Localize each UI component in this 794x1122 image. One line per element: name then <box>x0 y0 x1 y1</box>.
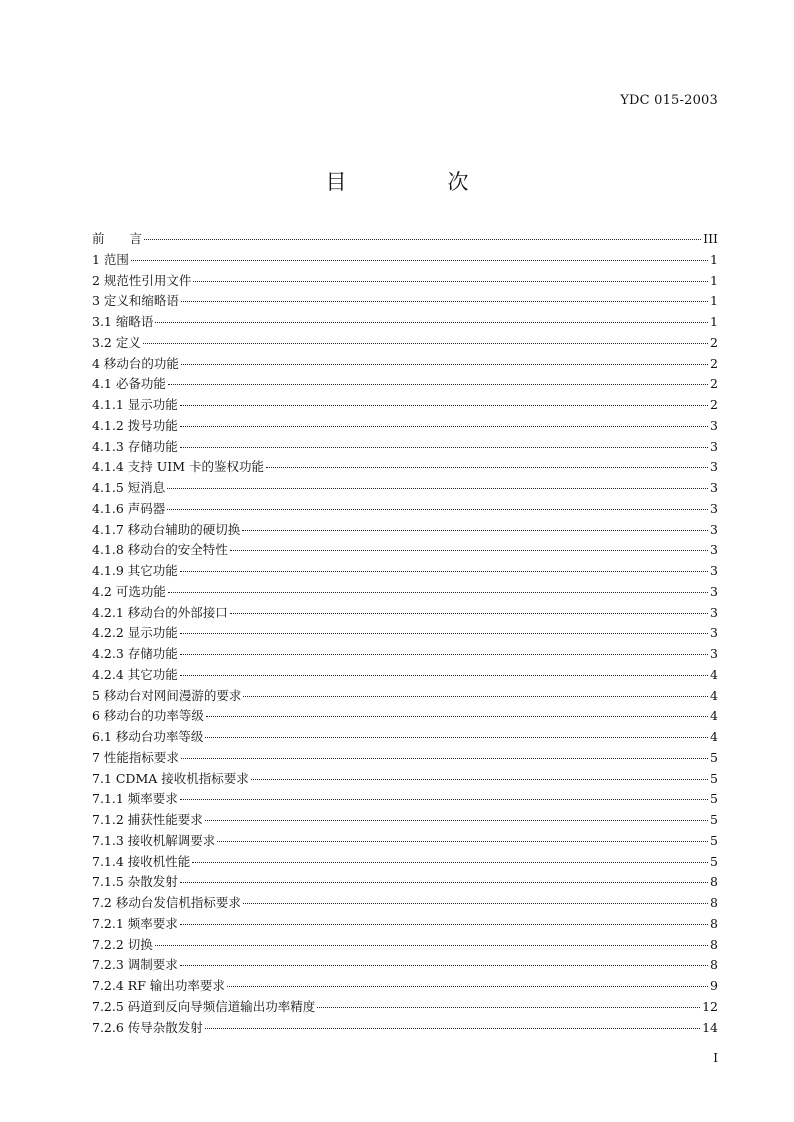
toc-entry-label: 4.1.3 存储功能 <box>92 438 178 454</box>
toc-leader-dots <box>167 488 708 489</box>
toc-entry[interactable] <box>92 852 718 873</box>
toc-leader-dots <box>217 841 708 842</box>
toc-entry[interactable] <box>92 769 718 790</box>
toc-entry[interactable] <box>92 665 718 686</box>
toc-entry-label: 7.1.3 接收机解调要求 <box>92 832 216 848</box>
toc-entry-page: 2 <box>710 355 718 371</box>
toc-leader-dots <box>192 862 708 863</box>
toc-entry-label: 7.1.5 杂散发射 <box>92 874 178 890</box>
toc-entry-label: 7.2.5 码道到反向导频信道输出功率精度 <box>92 998 316 1014</box>
toc-leader-dots <box>230 550 708 551</box>
toc-entry-page: 1 <box>710 272 718 288</box>
toc-leader-dots <box>230 613 708 614</box>
toc-entry-label: 4 移动台的功能 <box>92 355 179 371</box>
toc-leader-dots <box>181 364 708 365</box>
toc-entry-label: 4.1.2 拨号功能 <box>92 417 178 433</box>
toc-leader-dots <box>143 343 708 344</box>
toc-leader-dots <box>180 882 708 883</box>
toc-leader-dots <box>180 405 708 406</box>
toc-entry-page: 3 <box>710 480 718 495</box>
toc-entry[interactable] <box>92 748 718 769</box>
toc-leader-dots <box>181 758 708 759</box>
toc-entry-label: 3.1 缩略语 <box>92 314 154 329</box>
toc-entry[interactable] <box>92 312 718 333</box>
table-of-contents <box>92 229 718 1038</box>
toc-entry[interactable] <box>92 789 718 810</box>
toc-entry-page: 3 <box>710 500 718 516</box>
toc-entry-page: 5 <box>710 791 718 807</box>
toc-title: 目 次 <box>325 170 509 194</box>
toc-entry-label: 7.1.2 捕获性能要求 <box>92 812 203 827</box>
toc-entry-label: 4.2.4 其它功能 <box>92 666 178 682</box>
toc-entry-label: 7 性能指标要求 <box>92 749 179 765</box>
toc-entry[interactable] <box>92 603 718 624</box>
toc-entry-page: 12 <box>702 998 718 1014</box>
toc-entry-page: 4 <box>710 729 718 744</box>
toc-entry[interactable] <box>92 229 718 250</box>
toc-leader-dots <box>251 779 708 780</box>
toc-entry-page: 3 <box>710 542 718 558</box>
toc-entry[interactable] <box>92 893 718 914</box>
toc-entry-label: 7.1.4 接收机性能 <box>92 853 191 869</box>
toc-entry[interactable] <box>92 955 718 976</box>
toc-leader-dots <box>227 986 708 987</box>
toc-leader-dots <box>180 675 708 676</box>
toc-entry[interactable] <box>92 333 718 354</box>
toc-leader-dots <box>168 384 708 385</box>
toc-entry[interactable] <box>92 416 718 437</box>
toc-entry-page: 8 <box>710 936 718 952</box>
toc-entry[interactable] <box>92 623 718 644</box>
toc-leader-dots <box>205 737 708 738</box>
toc-leader-dots <box>205 820 708 821</box>
toc-entry[interactable] <box>92 810 718 831</box>
toc-entry[interactable] <box>92 291 718 312</box>
toc-entry-label: 6.1 移动台功率等级 <box>92 729 204 744</box>
toc-entry-page: 5 <box>710 853 718 869</box>
toc-entry-page: 5 <box>710 749 718 765</box>
toc-leader-dots <box>180 799 708 800</box>
toc-entry-label: 4.2.1 移动台的外部接口 <box>92 604 228 620</box>
toc-entry[interactable] <box>92 271 718 292</box>
toc-entry-page: 5 <box>710 770 718 786</box>
toc-entry[interactable] <box>92 395 718 416</box>
toc-entry-page: 8 <box>710 957 718 973</box>
toc-entry-label: 4.1.7 移动台辅助的硬切换 <box>92 521 241 537</box>
toc-entry-label: 2 规范性引用文件 <box>92 272 192 288</box>
toc-leader-dots <box>167 509 708 510</box>
toc-entry-label: 7.2 移动台发信机指标要求 <box>92 895 241 910</box>
document-code: YDC 015-2003 <box>620 93 718 108</box>
toc-entry[interactable] <box>92 644 718 665</box>
toc-entry[interactable] <box>92 540 718 561</box>
toc-entry-label: 7.2.6 传导杂散发射 <box>92 1019 203 1035</box>
toc-entry[interactable] <box>92 499 718 520</box>
toc-leader-dots <box>180 571 708 572</box>
toc-entry-label: 7.1.1 频率要求 <box>92 791 178 807</box>
toc-entry-page: 1 <box>710 293 718 309</box>
toc-entry-page: 1 <box>710 314 718 329</box>
toc-entry-label: 7.1 CDMA 接收机指标要求 <box>92 770 249 786</box>
toc-entry-page: 3 <box>710 625 718 641</box>
toc-entry-label: 4.1.4 支持 UIM 卡的鉴权功能 <box>92 459 264 475</box>
toc-entry-label: 7.2.1 频率要求 <box>92 915 178 931</box>
toc-entry-page: 1 <box>710 251 718 267</box>
toc-leader-dots <box>155 945 708 946</box>
toc-entry-page: 3 <box>710 646 718 661</box>
toc-entry[interactable] <box>92 872 718 893</box>
toc-entry-page: 4 <box>710 666 718 682</box>
toc-entry-label: 4.1.6 声码器 <box>92 500 166 516</box>
toc-entry[interactable] <box>92 686 718 707</box>
toc-leader-dots <box>168 592 708 593</box>
toc-entry-page: 5 <box>710 832 718 848</box>
toc-entry-page: 2 <box>710 376 718 392</box>
toc-entry[interactable] <box>92 374 718 395</box>
toc-leader-dots <box>131 260 708 261</box>
toc-entry[interactable] <box>92 997 718 1018</box>
toc-entry[interactable] <box>92 437 718 458</box>
toc-entry-page: 8 <box>710 874 718 890</box>
toc-entry[interactable] <box>92 250 718 271</box>
toc-leader-dots <box>181 301 708 302</box>
toc-leader-dots <box>144 239 701 240</box>
toc-entry[interactable] <box>92 914 718 935</box>
toc-entry-page: 9 <box>710 978 718 993</box>
toc-entry-page: 3 <box>710 459 718 475</box>
toc-leader-dots <box>180 426 708 427</box>
toc-entry-page: 8 <box>710 915 718 931</box>
toc-entry-label: 4.2.3 存储功能 <box>92 646 178 661</box>
toc-entry-page: 4 <box>710 708 718 724</box>
toc-entry[interactable] <box>92 582 718 603</box>
toc-leader-dots <box>180 633 708 634</box>
toc-entry[interactable] <box>92 935 718 956</box>
toc-entry[interactable] <box>92 706 718 727</box>
toc-entry-label: 4.2.2 显示功能 <box>92 625 178 641</box>
toc-leader-dots <box>180 447 708 448</box>
toc-entry-label: 4.1.1 显示功能 <box>92 397 178 412</box>
toc-entry-label: 7.2.2 切换 <box>92 936 153 952</box>
toc-leader-dots <box>205 1028 700 1029</box>
toc-leader-dots <box>180 965 708 966</box>
toc-leader-dots <box>242 530 708 531</box>
toc-leader-dots <box>266 467 708 468</box>
toc-entry[interactable] <box>92 354 718 375</box>
toc-entry-page: 8 <box>710 895 718 910</box>
toc-entry-page: 4 <box>710 687 718 703</box>
toc-entry-label: 4.1.5 短消息 <box>92 480 166 495</box>
toc-entry-page: 2 <box>710 397 718 412</box>
toc-entry-label: 4.2 可选功能 <box>92 583 166 599</box>
toc-leader-dots <box>206 716 708 717</box>
toc-entry[interactable] <box>92 831 718 852</box>
toc-entry[interactable] <box>92 520 718 541</box>
toc-entry[interactable] <box>92 561 718 582</box>
toc-entry[interactable] <box>92 976 718 997</box>
toc-entry-label: 4.1.8 移动台的安全特性 <box>92 542 228 558</box>
toc-entry-page: 5 <box>710 812 718 827</box>
toc-entry[interactable] <box>92 478 718 499</box>
toc-entry-page: 3 <box>710 521 718 537</box>
toc-leader-dots <box>180 924 708 925</box>
toc-entry-page: 3 <box>710 438 718 454</box>
toc-leader-dots <box>193 281 708 282</box>
toc-entry-label: 1 范围 <box>92 251 129 267</box>
toc-entry-page: 3 <box>710 563 718 578</box>
toc-entry-label: 6 移动台的功率等级 <box>92 708 204 724</box>
toc-entry-label: 7.2.3 调制要求 <box>92 957 178 973</box>
toc-leader-dots <box>243 903 708 904</box>
toc-entry-page: 3 <box>710 583 718 599</box>
toc-entry-page: 3 <box>710 417 718 433</box>
toc-entry-label: 4.1.9 其它功能 <box>92 563 178 578</box>
toc-entry-label: 前 言 <box>92 231 143 246</box>
toc-entry[interactable] <box>92 727 718 748</box>
toc-leader-dots <box>317 1007 700 1008</box>
toc-entry-label: 3.2 定义 <box>92 334 141 350</box>
toc-entry-label: 4.1 必备功能 <box>92 376 166 392</box>
toc-leader-dots <box>155 322 708 323</box>
toc-entry[interactable] <box>92 457 718 478</box>
toc-entry-label: 3 定义和缩略语 <box>92 293 179 309</box>
page-number: I <box>713 1051 718 1065</box>
toc-entry-label: 5 移动台对网间漫游的要求 <box>92 687 242 703</box>
toc-entry[interactable] <box>92 1018 718 1039</box>
toc-leader-dots <box>243 696 708 697</box>
toc-leader-dots <box>180 654 708 655</box>
toc-entry-page: 2 <box>710 334 718 350</box>
toc-entry-label: 7.2.4 RF 输出功率要求 <box>92 978 225 993</box>
toc-entry-page: 14 <box>702 1019 718 1035</box>
toc-entry-page: III <box>703 231 718 246</box>
toc-entry-page: 3 <box>710 604 718 620</box>
